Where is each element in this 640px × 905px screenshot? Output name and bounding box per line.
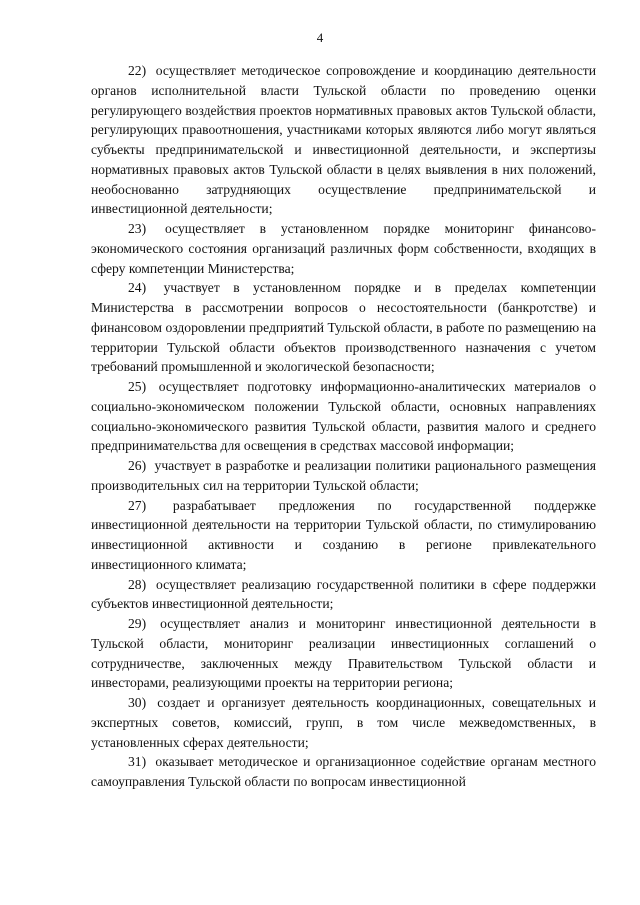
- page-number: 4: [316, 30, 324, 45]
- item-text: разрабатывает предложения по государственной поддержке инвестиционной деятельности на территории Тульской области, по стимулированию инвестиционной активности и созданию в регионе привлекательного инвестиционного климата;: [91, 497, 596, 572]
- item-number: 31): [128, 754, 147, 770]
- list-item-31: [91, 752, 596, 792]
- item-number: 25): [128, 379, 147, 394]
- item-text: участвует в разработке и реализации политики рационального размещения производительных сил на территории Тульской области;: [91, 458, 596, 493]
- item-number: 24): [128, 280, 147, 296]
- list-item-26: [91, 456, 596, 496]
- item-text: осуществляет анализ и мониторинг инвестиционной деятельности в Тульской области, мониторинг реализации инвестиционных соглашений о сотрудничестве, заключенных между Правительством Тульской области и инвесторами, реализующими проекты на территории региона;: [91, 616, 596, 691]
- item-number: 23): [128, 221, 147, 236]
- item-number: 27): [128, 497, 147, 513]
- item-text: участвует в установленном порядке и в пределах компетенции Министерства в рассмотрении вопросов о несостоятельности (банкротстве) и финансовом оздоровлении предприятий Тульской области, в работе по размещению на территории Тульской области объектов производственного назначения с учетом требований промышленной и экологической безопасности;: [91, 280, 597, 375]
- list-item-22: [91, 61, 596, 219]
- list-item-25: [91, 377, 596, 456]
- list-item-29: [91, 614, 596, 693]
- list-item-24: [91, 278, 596, 377]
- item-text: осуществляет методическое сопровождение и координацию деятельности органов исполнительной власти Тульской области по проведению оценки регулирующего воздействия проектов нормативных правовых актов Тульской области, регулирующих правоотношения, участниками которых являются либо могут являться субъекты предпринимательской и инвестиционной деятельности, и экспертизы нормативных правовых актов Тульской области в целях выявления в них положений, необоснованно затрудняющих осуществление предпринимательской и инвестиционной деятельности;: [91, 63, 596, 217]
- list-item-30: [91, 693, 596, 752]
- item-number: 29): [128, 616, 147, 631]
- item-number: 30): [128, 695, 147, 710]
- item-text: оказывает методическое и организационное содействие органам местного самоуправления Тульской области по вопросам инвестиционной: [91, 754, 597, 789]
- item-text: создает и организует деятельность координационных, совещательных и экспертных советов, комиссий, групп, в том числе межведомственных, в установленных сферах деятельности;: [91, 695, 596, 750]
- item-text: осуществляет реализацию государственной политики в сфере поддержки субъектов инвестиционной деятельности;: [91, 576, 596, 612]
- list-item-23: [91, 219, 596, 278]
- item-text: осуществляет в установленном порядке мониторинг финансово-экономического состояния организаций различных форм собственности, входящих в сферу компетенции Министерства;: [91, 221, 596, 276]
- item-text: осуществляет подготовку информационно-аналитических материалов о социально-экономическом положении Тульской области, основных направлениях социально-экономического развития Тульской области, развития малого и среднего предпринимательства для освещения в средствах массовой информации;: [91, 379, 596, 454]
- list-item-28: [91, 575, 596, 615]
- item-number: 26): [128, 458, 147, 473]
- document-body: [91, 61, 596, 792]
- item-number: 28): [128, 576, 147, 592]
- item-number: 22): [128, 63, 147, 78]
- list-item-27: [91, 496, 596, 575]
